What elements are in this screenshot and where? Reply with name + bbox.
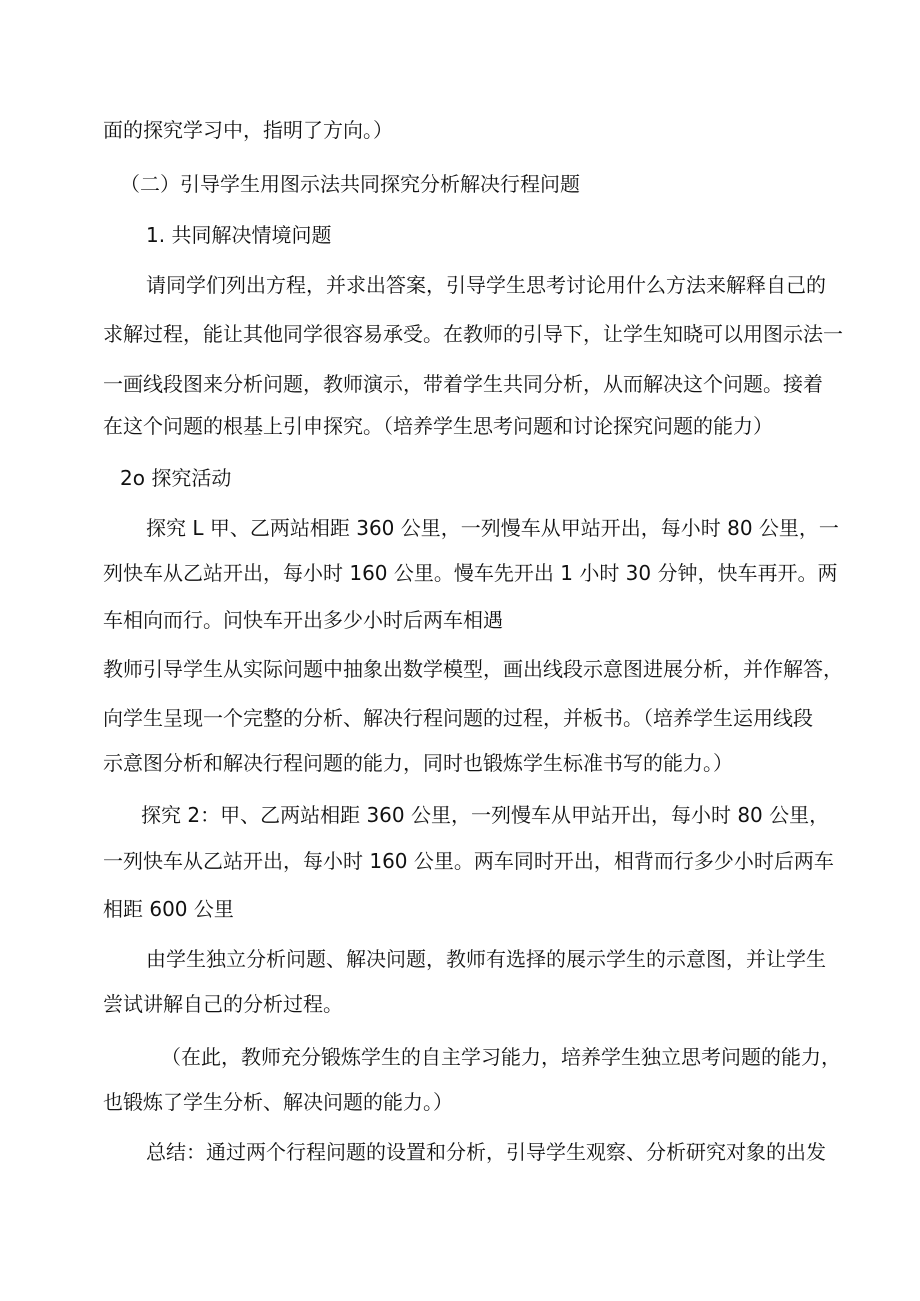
text-line-4: 请同学们列出方程，并求出答案，引导学生思考讨论用什么方法来解释自己的 [146, 273, 826, 297]
subsection-heading-1: 1. 共同解决情境问题 [146, 223, 332, 247]
text-line-7: 在这个问题的根基上引申探究。（培养学生思考问题和讨论探究问题的能力） [103, 414, 773, 438]
text-line-11: 车相向而行。问快车开出多少小时后两车相遇 [103, 608, 503, 632]
text-line-5: 求解过程，能让其他同学很容易承受。在教师的引导下，让学生知晓可以用图示法一 [103, 322, 843, 346]
text-line-17: 相距 600 公里 [103, 897, 234, 921]
text-line-10: 列快车从乙站开出，每小时 160 公里。慢车先开出 1 小时 30 分钟，快车再开。两 [103, 561, 838, 585]
text-line-18: 由学生独立分析问题、解决问题，教师有选择的展示学生的示意图，并让学生 [146, 947, 826, 971]
text-line-1: 面的探究学习中，指明了方向。） [103, 118, 393, 142]
text-line-16: 一列快车从乙站开出，每小时 160 公里。两车同时开出，相背而行多少小时后两车 [103, 849, 834, 873]
text-line-20: （在此，教师充分锻炼学生的自主学习能力，培养学生独立思考问题的能力， [161, 1045, 841, 1069]
text-line-15: 探究 2：甲、乙两站相距 360 公里，一列慢车从甲站开出，每小时 80 公里， [141, 803, 830, 827]
text-line-14: 示意图分析和解决行程问题的能力，同时也锻炼学生标准书写的能力。） [103, 751, 733, 775]
text-line-6: 一画线段图来分析问题，教师演示，带着学生共同分析，从而解决这个问题。接着 [103, 372, 823, 396]
text-line-21: 也锻炼了学生分析、解决问题的能力。） [103, 1090, 453, 1114]
text-line-13: 向学生呈现一个完整的分析、解决行程问题的过程，并板书。（培养学生运用线段 [103, 706, 813, 730]
subsection-heading-2: 2o 探究活动 [120, 466, 232, 490]
section-heading: （二）引导学生用图示法共同探究分析解决行程问题 [120, 172, 580, 196]
text-line-9: 探究 L 甲、乙两站相距 360 公里，一列慢车从甲站开出，每小时 80 公里，一 [146, 516, 839, 540]
text-line-22: 总结：通过两个行程问题的设置和分析，引导学生观察、分析研究对象的出发 [146, 1140, 826, 1164]
text-line-19: 尝试讲解自己的分析过程。 [103, 992, 343, 1016]
text-line-12: 教师引导学生从实际问题中抽象出数学模型，画出线段示意图进展分析，并作解答， [103, 657, 843, 681]
